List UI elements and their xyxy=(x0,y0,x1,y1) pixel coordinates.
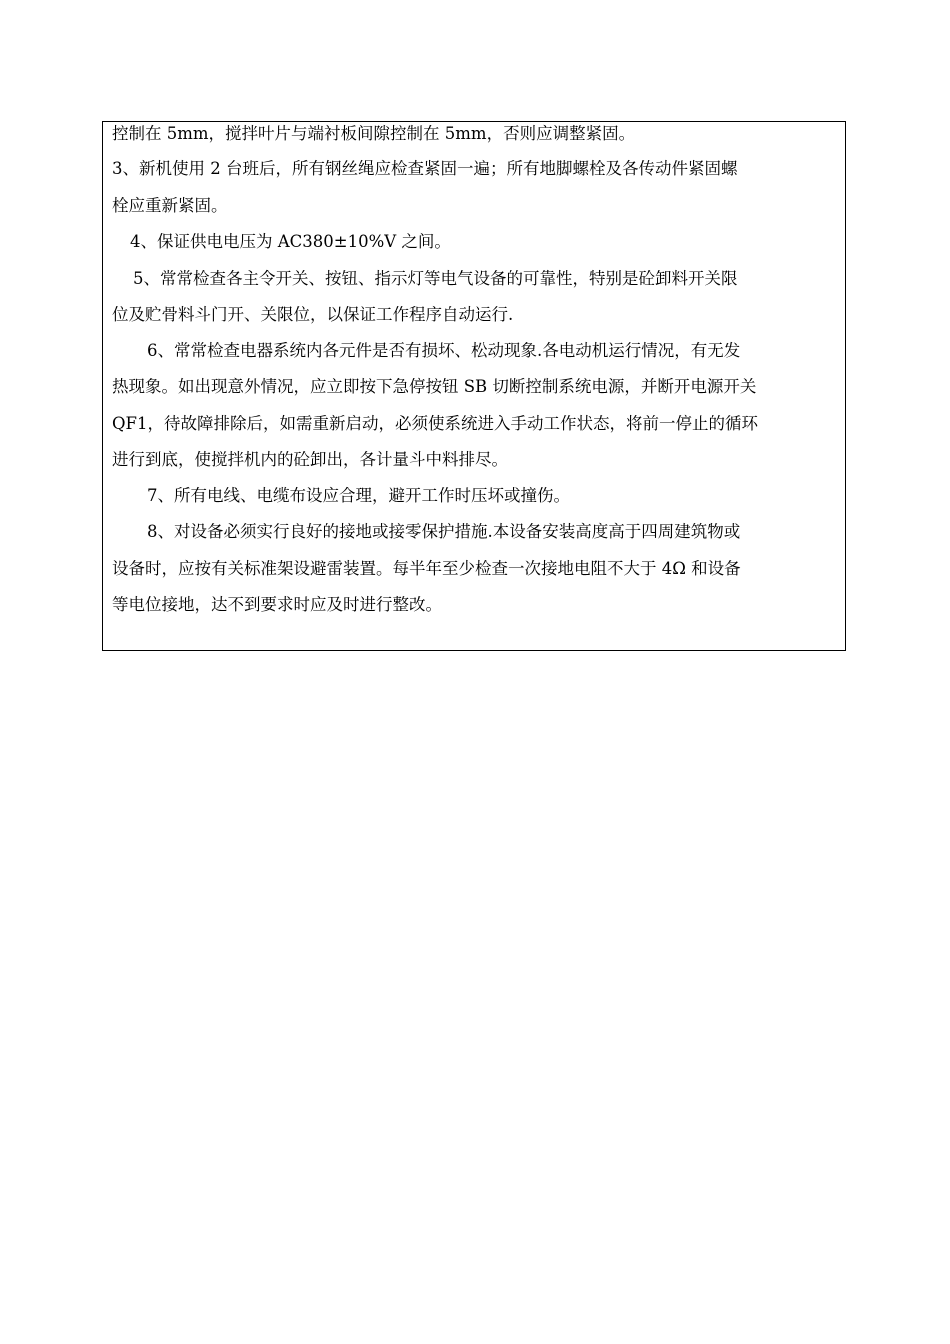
text-line-12: 8、对设备必须实行良好的接地或接零保护措施.本设备安装高度高于四周建筑物或 xyxy=(147,522,741,541)
text-line-14: 等电位接地，达不到要求时应及时进行整改。 xyxy=(112,595,442,614)
text-line-1: 控制在 5mm，搅拌叶片与端衬板间隙控制在 5mm，否则应调整紧固。 xyxy=(112,124,636,143)
text-line-6: 位及贮骨料斗门开、关限位，以保证工作程序自动运行. xyxy=(112,305,514,324)
text-line-4: 4、保证供电电压为 AC380±10%V 之间。 xyxy=(130,232,451,251)
text-line-13: 设备时，应按有关标准架设避雷装置。每半年至少检查一次接地电阻不大于 4Ω 和设备 xyxy=(112,559,741,578)
content-table-cell xyxy=(102,121,846,651)
text-line-3: 栓应重新紧固。 xyxy=(112,196,228,215)
text-line-11: 7、所有电线、电缆布设应合理，避开工作时压坏或撞伤。 xyxy=(147,486,570,505)
text-line-8: 热现象。如出现意外情况，应立即按下急停按钮 SB 切断控制系统电源，并断开电源开关 xyxy=(112,377,757,396)
text-line-5: 5、常常检查各主令开关、按钮、指示灯等电气设备的可靠性，特别是砼卸料开关限 xyxy=(133,269,738,288)
text-line-9: QF1，待故障排除后，如需重新启动，必须使系统进入手动工作状态，将前一停止的循环 xyxy=(112,414,758,433)
text-line-7: 6、常常检查电器系统内各元件是否有损坏、松动现象.各电动机运行情况，有无发 xyxy=(147,341,741,360)
text-line-2: 3、新机使用 2 台班后，所有钢丝绳应检查紧固一遍；所有地脚螺栓及各传动件紧固螺 xyxy=(112,159,738,178)
text-line-10: 进行到底，使搅拌机内的砼卸出，各计量斗中料排尽。 xyxy=(112,450,508,469)
